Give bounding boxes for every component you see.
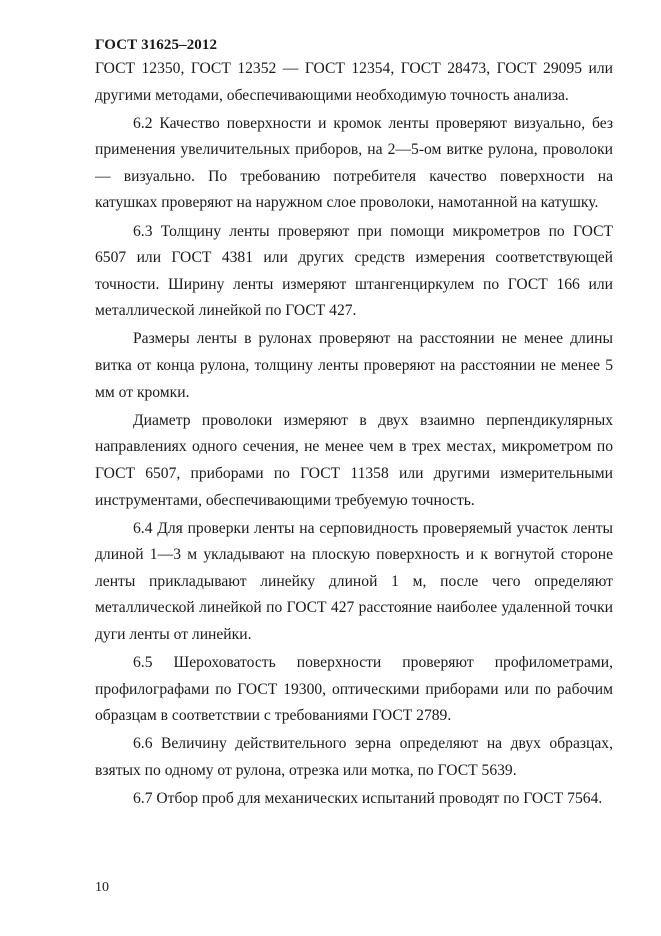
- paragraph-6-7: 6.7 Отбор проб для механических испытаний проводят по ГОСТ 7564.: [133, 790, 603, 808]
- document-body: [95, 56, 613, 814]
- paragraph-6-2: 6.2 Качество поверхности и кромок ленты проверяют визуально, без применения увеличительных приборов, на 2—5-ом витке рулона, проволоки — визуально. По требованию потребителя качество поверхности на катушках проверяют на наружном слое проволоки, намотанной на катушку.: [95, 114, 613, 212]
- paragraph-6-5: 6.5 Шероховатость поверхности проверяют профилометрами, профилографами по ГОСТ 19300, оптическими приборами или по рабочим образцам в соответствии с требованиями ГОСТ 2789.: [95, 654, 613, 725]
- paragraph-6-3: 6.3 Толщину ленты проверяют при помощи микрометров по ГОСТ 6507 или ГОСТ 4381 или других средств измерения соответствующей точности. Ширину ленты измеряют штангенциркулем по ГОСТ 166 или металлической линейкой по ГОСТ 427.: [95, 222, 613, 320]
- paragraph-6-4: 6.4 Для проверки ленты на серповидность проверяемый участок ленты длиной 1—3 м укладывают на плоскую поверхность и к вогнутой стороне ленты прикладывают линейку длиной 1 м, после чего определяют металлической линейкой по ГОСТ 427 расстояние наиболее удаленной точки дуги ленты от линейки.: [95, 519, 613, 643]
- paragraph-strip-dimensions: Размеры ленты в рулонах проверяют на расстоянии не менее длины витка от конца рулона, толщину ленты проверяют на расстоянии не менее 5 мм от кромки.: [95, 330, 613, 401]
- document-header: ГОСТ 31625–2012: [95, 37, 218, 53]
- paragraph-6-6: 6.6 Величину действительного зерна определяют на двух образцах, взятых по одному от рулона, отрезка или мотка, по ГОСТ 5639.: [95, 735, 613, 779]
- page-number: 10: [95, 880, 109, 895]
- paragraph-continuation: ГОСТ 12350, ГОСТ 12352 — ГОСТ 12354, ГОСТ 28473, ГОСТ 29095 или другими методами, обеспечивающими необходимую точность анализа.: [95, 60, 613, 104]
- paragraph-wire-diameter: Диаметр проволоки измеряют в двух взаимно перпендикулярных направлениях одного сечения, не менее чем в трех местах, микрометром по ГОСТ 6507, приборами по ГОСТ 11358 или другими измерительными инструментами, обеспечивающими требуемую точность.: [95, 411, 613, 509]
